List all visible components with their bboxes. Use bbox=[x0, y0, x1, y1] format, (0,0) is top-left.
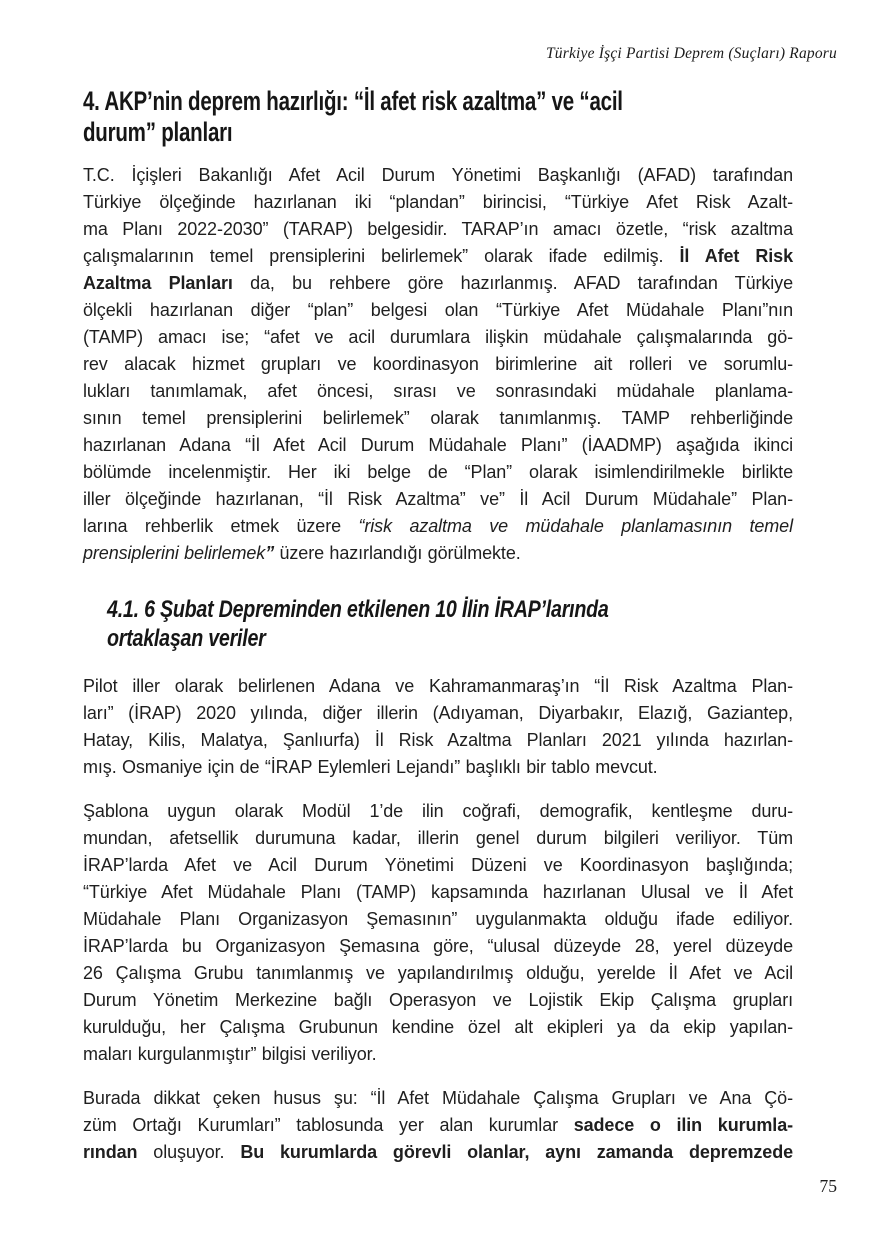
text-segment: Müdahale Planı Organizasyon Şemasının” uygulanmakta olduğu ifade ediliyor. bbox=[83, 909, 793, 929]
text-segment: Şablona uygun olarak Modül 1’de ilin coğrafi, demografik, kentleşme duru- bbox=[83, 801, 793, 821]
text-line bbox=[83, 1041, 793, 1068]
text-line bbox=[83, 933, 793, 960]
page-content bbox=[83, 86, 793, 1183]
text-line bbox=[83, 906, 793, 933]
text-segment: Türkiye ölçeğinde hazırlanan iki “plandan” birincisi, “Türkiye Afet Risk Azalt- bbox=[83, 192, 793, 212]
text-segment: oluşuyor. bbox=[137, 1142, 241, 1162]
paragraph bbox=[83, 798, 793, 1068]
text-segment: T.C. İçişleri Bakanlığı Afet Acil Durum Yönetimi Başkanlığı (AFAD) tarafından bbox=[83, 165, 793, 185]
text-line bbox=[83, 162, 793, 189]
text-segment: mundan, afetsellik durumuna kadar, illerin genel durum bilgileri veriliyor. Tüm bbox=[83, 828, 793, 848]
text-line bbox=[83, 727, 793, 754]
text-line bbox=[83, 405, 793, 432]
text-segment: üzere hazırlandığı görülmekte. bbox=[274, 543, 521, 563]
paragraph bbox=[83, 673, 793, 781]
text-line bbox=[83, 432, 793, 459]
text-segment: bölümde incelenmiştir. Her iki belge de “Plan” olarak isimlendirilmekle birlikte bbox=[83, 462, 793, 482]
text-line bbox=[83, 270, 793, 297]
text-segment: 26 Çalışma Grubu tanımlanmış ve yapılandırılmış olduğu, yerelde İl Afet ve Acil bbox=[83, 963, 793, 983]
text-line bbox=[83, 459, 793, 486]
text-segment: Durum Yönetim Merkezine bağlı Operasyon ve Lojistik Ekip Çalışma grupları bbox=[83, 990, 793, 1010]
text-line bbox=[83, 754, 793, 781]
text-segment: İRAP’larda bu Organizasyon Şemasına göre, “ulusal düzeyde 28, yerel düzeyde bbox=[83, 936, 793, 956]
text-line bbox=[83, 1085, 793, 1112]
paragraph bbox=[83, 162, 793, 567]
text-line bbox=[83, 324, 793, 351]
text-segment: sadece o ilin kurumla- bbox=[573, 1115, 793, 1135]
text-segment: “risk azaltma ve müdahale planlamasının temel bbox=[358, 516, 793, 536]
text-segment: hazırlanan Adana “İl Afet Acil Durum Müdahale Planı” (İAADMP) aşağıda ikinci bbox=[83, 435, 793, 455]
text-line bbox=[83, 378, 793, 405]
text-segment: iller ölçeğinde hazırlanan, “İl Risk Azaltma” ve” İl Acil Durum Müdahale” Plan- bbox=[83, 489, 793, 509]
paragraph bbox=[83, 1085, 793, 1166]
text-segment: Bu kurumlarda görevli olanlar, aynı zamanda depremzede bbox=[240, 1142, 793, 1162]
text-segment: (TAMP) amacı ise; “afet ve acil durumlara ilişkin müdahale çalışmalarında gö- bbox=[83, 327, 793, 347]
text-segment: İl Afet Risk bbox=[679, 246, 793, 266]
text-segment: larına rehberlik etmek üzere bbox=[83, 516, 359, 536]
text-line bbox=[83, 297, 793, 324]
text-segment: lukları tanımlamak, afet öncesi, sırası ve sonrasındaki müdahale planlama- bbox=[83, 381, 793, 401]
text-segment: maları kurgulanmıştır” bilgisi veriliyor. bbox=[83, 1044, 377, 1064]
text-segment: Hatay, Kilis, Malatya, Şanlıurfa) İl Risk Azaltma Planları 2021 yılında hazırlan- bbox=[83, 730, 793, 750]
text-segment: züm Ortağı Kurumları” tablosunda yer alan kurumlar bbox=[83, 1115, 574, 1135]
text-segment: ölçekli hazırlanan diğer “plan” belgesi olan “Türkiye Afet Müdahale Planı”nın bbox=[83, 300, 793, 320]
text-segment: ” bbox=[265, 543, 275, 563]
text-line bbox=[83, 960, 793, 987]
text-line bbox=[83, 825, 793, 852]
text-line bbox=[83, 513, 793, 540]
text-segment: Azaltma Planları bbox=[83, 273, 233, 293]
text-line bbox=[83, 1014, 793, 1041]
text-segment: Burada dikkat çeken husus şu: “İl Afet Müdahale Çalışma Grupları ve Ana Çö- bbox=[83, 1088, 793, 1108]
text-line bbox=[83, 879, 793, 906]
page-title bbox=[83, 86, 793, 148]
text-segment: mış. Osmaniye için de “İRAP Eylemleri Lejandı” başlıklı bir tablo mevcut. bbox=[83, 757, 658, 777]
text-line bbox=[83, 243, 793, 270]
text-line bbox=[83, 351, 793, 378]
text-line bbox=[83, 189, 793, 216]
text-line bbox=[83, 486, 793, 513]
text-segment: kurulduğu, her Çalışma Grubunun kendine özel alt ekipleri ya da ekip yapılan- bbox=[83, 1017, 793, 1037]
text-segment: ları” (İRAP) 2020 yılında, diğer illerin (Adıyaman, Diyarbakır, Elazığ, Gaziantep, bbox=[83, 703, 793, 723]
section-heading-line-1: 4.1. 6 Şubat Depreminden etkilenen 10 İlin İRAP’larında bbox=[107, 596, 609, 623]
section-heading bbox=[107, 595, 793, 653]
running-header: Türkiye İşçi Partisi Deprem (Suçları) Raporu bbox=[545, 45, 837, 62]
text-line bbox=[83, 216, 793, 243]
section-heading-line-2: ortaklaşan veriler bbox=[107, 625, 266, 652]
text-segment: prensiplerini belirlemek bbox=[83, 543, 266, 563]
text-segment: rından bbox=[83, 1142, 138, 1162]
text-segment: İRAP’larda Afet ve Acil Durum Yönetimi Düzeni ve Koordinasyon başlığında; bbox=[83, 855, 793, 875]
text-segment: sının temel prensiplerini belirlemek” olarak tanımlanmış. TAMP rehberliğinde bbox=[83, 408, 793, 428]
text-segment: da, bu rehbere göre hazırlanmış. AFAD tarafından Türkiye bbox=[232, 273, 793, 293]
text-segment: ma Planı 2022-2030” (TARAP) belgesidir. TARAP’ın amacı özetle, “risk azaltma bbox=[83, 219, 793, 239]
text-segment: rev alacak hizmet grupları ve koordinasyon birimlerine ait rolleri ve sorumlu- bbox=[83, 354, 793, 374]
text-line bbox=[83, 673, 793, 700]
page-title-line-2: durum” planları bbox=[83, 117, 233, 147]
text-line bbox=[83, 1139, 793, 1166]
page-title-line-1: 4. AKP’nin deprem hazırlığı: “İl afet risk azaltma” ve “acil bbox=[83, 86, 623, 116]
text-line bbox=[83, 1112, 793, 1139]
text-line bbox=[83, 700, 793, 727]
text-segment: “Türkiye Afet Müdahale Planı (TAMP) kapsamında hazırlanan Ulusal ve İl Afet bbox=[83, 882, 793, 902]
text-segment: Pilot iller olarak belirlenen Adana ve Kahramanmaraş’ın “İl Risk Azaltma Plan- bbox=[83, 676, 793, 696]
body-text bbox=[83, 162, 793, 1166]
text-segment: çalışmalarının temel prensiplerini belirlemek” olarak ifade edilmiş. bbox=[83, 246, 680, 266]
text-line bbox=[83, 987, 793, 1014]
text-line bbox=[83, 798, 793, 825]
page-number: 75 bbox=[819, 1176, 837, 1196]
text-line bbox=[83, 540, 793, 567]
text-line bbox=[83, 852, 793, 879]
